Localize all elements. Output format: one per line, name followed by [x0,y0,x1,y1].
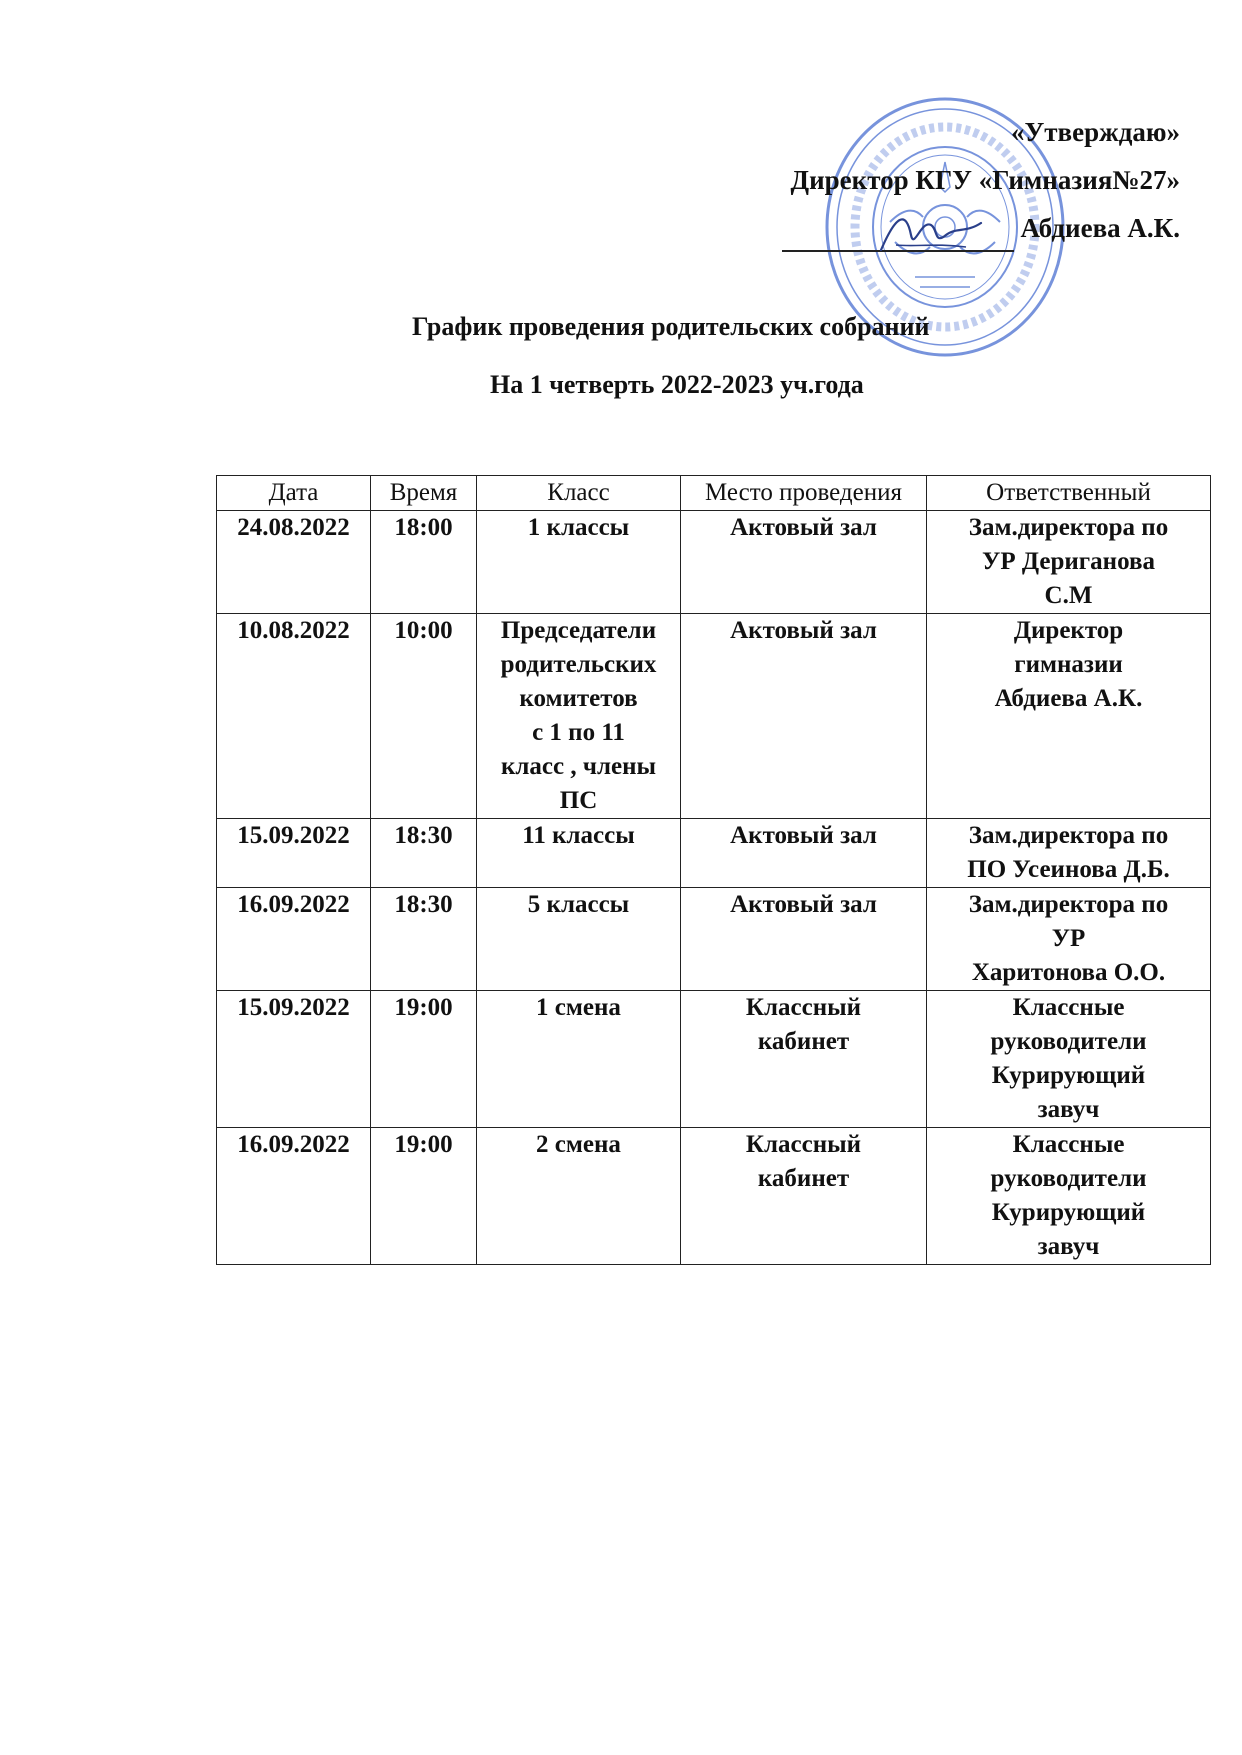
cell-responsible [927,819,1211,888]
cell-responsible-line: Директор [1013,617,1124,644]
cell-responsible [927,1128,1211,1265]
cell-date: 15.09.2022 [217,819,371,888]
cell-place [681,511,927,614]
document-subtitle: На 1 четверть 2022-2023 уч.года [490,370,864,399]
cell-class-line: с 1 по 11 [532,719,625,746]
header-place: Место проведения [681,476,927,511]
header-time: Время [371,476,477,511]
cell-class [477,614,681,819]
header-date: Дата [217,476,371,511]
cell-place-line: Актовый зал [730,822,877,849]
cell-time: 19:00 [371,991,477,1128]
cell-class-line: 2 смена [536,1131,621,1158]
cell-responsible-line: руководители [990,1028,1147,1055]
cell-responsible-line: Классные [1012,1131,1125,1158]
cell-responsible-line: УР Дериганова [982,548,1155,575]
cell-class [477,819,681,888]
table-row [217,819,1211,888]
cell-place-line: кабинет [757,1165,850,1192]
cell-place [681,888,927,991]
cell-place-line: Классный [745,1131,862,1158]
cell-responsible-line: Харитонова О.О. [971,959,1166,986]
table-row [217,991,1211,1128]
cell-responsible [927,511,1211,614]
cell-responsible-line: УР [1051,925,1086,952]
cell-responsible-line: Курирующий [991,1062,1146,1089]
cell-time: 18:00 [371,511,477,614]
cell-responsible-line: Абдиева А.К. [994,685,1143,712]
cell-place [681,819,927,888]
cell-responsible-line: Зам.директора по [968,891,1169,918]
cell-responsible-line: Классные [1012,994,1125,1021]
cell-class-line: класс , члены [500,753,657,780]
cell-responsible-line: Курирующий [991,1199,1146,1226]
cell-place [681,1128,927,1265]
signature-line [782,220,1014,252]
cell-place [681,991,927,1128]
cell-date: 10.08.2022 [217,614,371,819]
cell-place-line: Классный [745,994,862,1021]
cell-responsible-line: ПО Усеинова Д.Б. [967,856,1170,883]
cell-place-line: Актовый зал [730,617,877,644]
cell-place [681,614,927,819]
table-row [217,511,1211,614]
cell-class-line: комитетов [519,685,638,712]
document-title: График проведения родительских собраний [412,312,930,341]
approval-director-title: Директор КГУ «Гимназия№27» [790,165,1180,195]
cell-responsible [927,614,1211,819]
header-class: Класс [477,476,681,511]
cell-class-line: 1 смена [536,994,621,1021]
cell-place-line: Актовый зал [730,891,877,918]
schedule-table [216,475,1211,1265]
cell-class-line: 11 классы [522,822,635,849]
cell-responsible-line: гимназии [1014,651,1123,678]
cell-time: 10:00 [371,614,477,819]
approval-block [620,108,1180,267]
cell-class [477,888,681,991]
cell-time: 18:30 [371,888,477,991]
cell-responsible [927,991,1211,1128]
cell-date: 15.09.2022 [217,991,371,1128]
table-header-row [217,476,1211,511]
table-row [217,1128,1211,1265]
cell-responsible-line: руководители [990,1165,1147,1192]
cell-class-line: родительских [500,651,657,678]
cell-responsible-line: Зам.директора по [968,514,1169,541]
cell-class-line: ПС [559,787,598,814]
cell-class [477,1128,681,1265]
cell-class [477,991,681,1128]
cell-responsible [927,888,1211,991]
cell-responsible-line: Зам.директора по [968,822,1169,849]
cell-class [477,511,681,614]
approval-director-name: Абдиева А.К. [1020,213,1180,243]
cell-time: 19:00 [371,1128,477,1265]
cell-class-line: Председатели [500,617,657,644]
cell-date: 16.09.2022 [217,1128,371,1265]
cell-date: 16.09.2022 [217,888,371,991]
cell-time: 18:30 [371,819,477,888]
cell-responsible-line: завуч [1037,1233,1100,1260]
table-row [217,614,1211,819]
cell-place-line: Актовый зал [730,514,877,541]
header-responsible: Ответственный [927,476,1211,511]
approval-heading: «Утверждаю» [1010,117,1180,147]
table-row [217,888,1211,991]
cell-class-line: 5 классы [527,891,630,918]
cell-class-line: 1 классы [527,514,630,541]
cell-responsible-line: завуч [1037,1096,1100,1123]
cell-place-line: кабинет [757,1028,850,1055]
cell-date: 24.08.2022 [217,511,371,614]
cell-responsible-line: С.М [1044,582,1093,609]
